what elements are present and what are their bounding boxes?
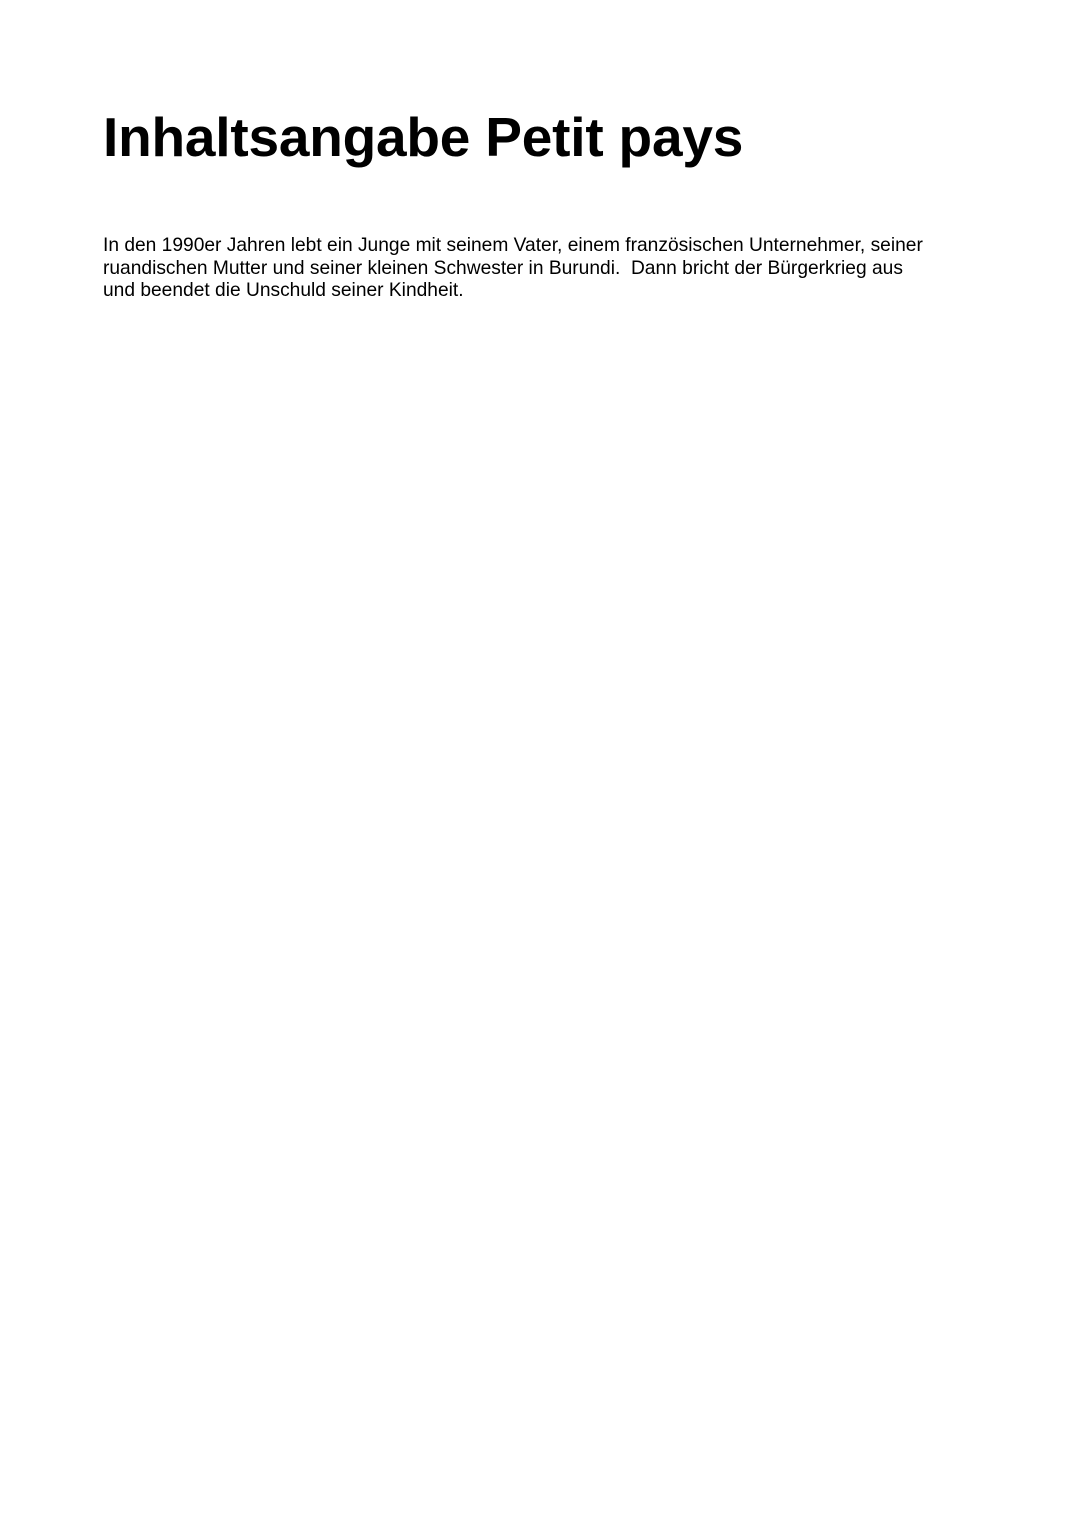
document-title: Inhaltsangabe Petit pays: [103, 106, 744, 168]
summary-paragraph: [103, 235, 1003, 303]
paragraph-line: ruandischen Mutter und seiner kleinen Schwester in Burundi. Dann bricht der Bürgerkrieg aus: [103, 257, 903, 279]
paragraph-line: In den 1990er Jahren lebt ein Junge mit seinem Vater, einem französischen Unternehmer, seiner: [103, 235, 923, 256]
paragraph-line: und beendet die Unschuld seiner Kindheit.: [103, 280, 464, 301]
